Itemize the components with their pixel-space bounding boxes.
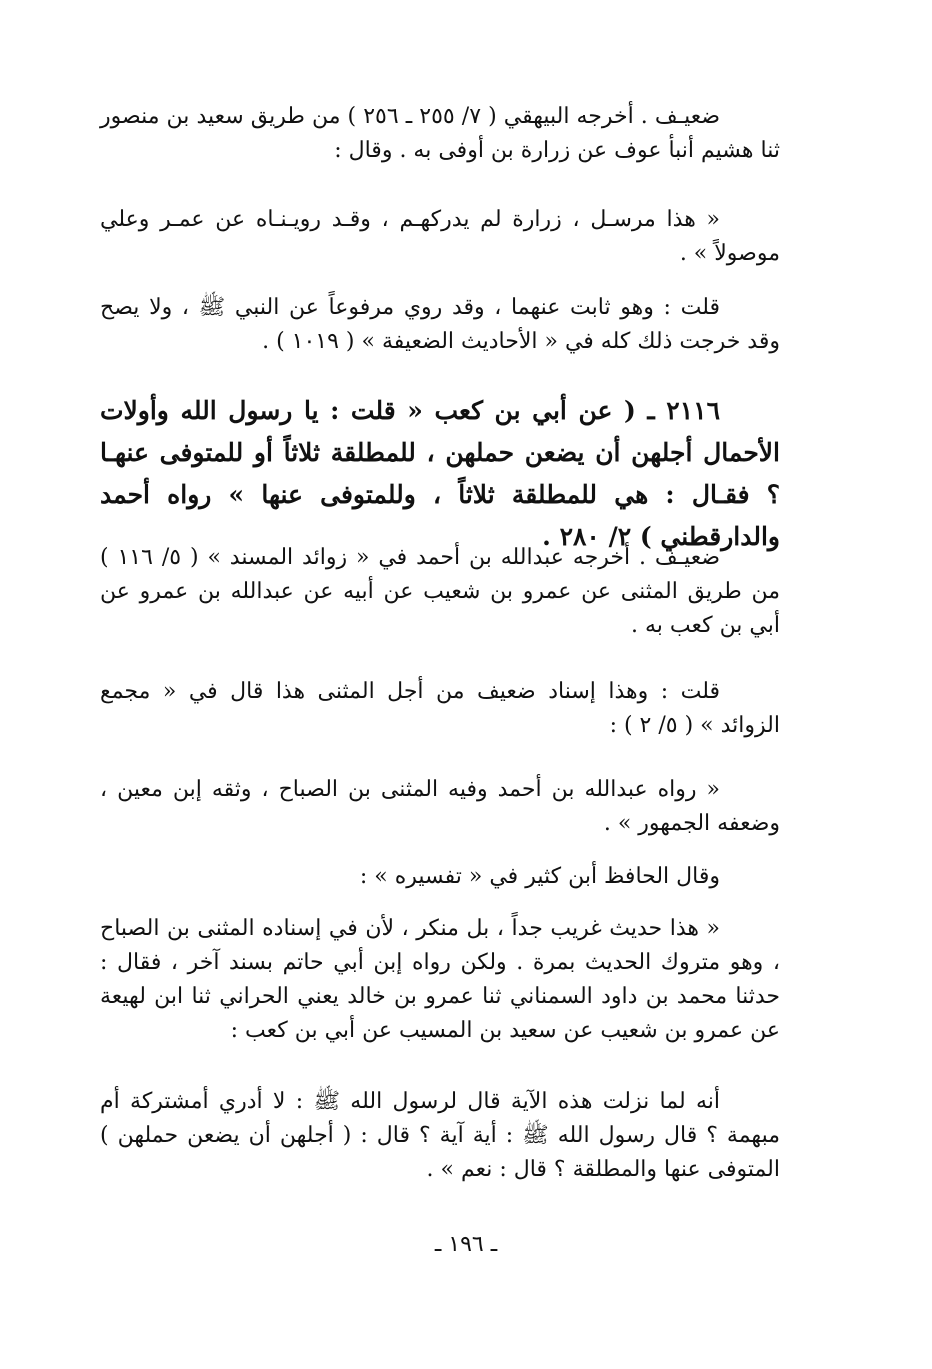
paragraph-bayhaqi-quote: « هذا مرسـل ، زرارة لم يدركهـم ، وقـد رويـنـاه عن عمـر وعلي موصولاً » .	[100, 207, 780, 266]
paragraph-ubayy-narration: أنه لما نزلت هذه الآية قال لرسول الله ﷺ : لا أدري أمشتركة أم مبهمة ؟ قال رسول الله ﷺ : أية آية ؟ قال : ( أجلهن أن يضعن حملهن ) المتوفى عنها والمطلقة ؟ قال : نعم » .	[100, 1089, 780, 1182]
paragraph-qultu-thabit: قلت : وهو ثابت عنهما ، وقد روي مرفوعاً عن النبي ﷺ ، ولا يصح وقد خرجت ذلك كله في « الأحاديث الضعيفة » ( ١٠١٩ ) .	[100, 295, 780, 354]
page-number: ـ ١٩٦ ـ	[434, 1232, 498, 1257]
paragraph-majma-quote: « رواه عبدالله بن أحمد وفيه المثنى بن الصباح ، وثقه إبن معين ، وضعفه الجمهور » .	[100, 777, 780, 836]
paragraph-takhrij-bayhaqi: ضعيـف . أخرجه البيهقي ( ٧/ ٢٥٥ ـ ٢٥٦ ) من طريق سعيد بن منصور ثنا هشيم أنبأ عوف عن زرارة بن أوفى به . وقال :	[100, 104, 780, 163]
paragraph-ibn-kathir-intro: وقال الحافظ أبن كثير في « تفسيره » :	[359, 864, 720, 889]
paragraph-ibn-kathir-quote: « هذا حديث غريب جداً ، بل منكر ، لأن في إسناده المثنى بن الصباح ، وهو متروك الحديث بمرة . ولكن رواه إبن أبي حاتم بسند آخر ، فقال : حدثنا محمد بن داود السمناني ثنا عمرو بن خالد يعني الحراني ثنا ابن لهيعة عن عمرو بن شعيب عن سعيد بن المسيب عن أبي بن كعب :	[100, 916, 780, 1043]
paragraph-takhrij-zawaid: ضعيـف . أخرجه عبدالله بن أحمد في « زوائد المسند » ( ٥/ ١١٦ ) من طريق المثنى عن عمرو بن شعيب عن أبيه عن عبدالله بن عمرو عن أبي بن كعب به .	[100, 545, 780, 638]
paragraph-qultu-isnad: قلت : وهذا إسناد ضعيف من أجل المثنى هذا قال في « مجمع الزوائد » ( ٥/ ٢ ) :	[100, 679, 780, 738]
paragraph-hadith-2116: ٢١١٦ ـ ( عن أبي بن كعب « قلت : يا رسول الله وأولات الأحمال أجلهن أن يضعن حملهن ، للمطلقة ثلاثاً أو للمتوفى عنهـا ؟ فقـال : هي للمطلقة ثلاثاً ، وللمتوفى عنها » رواه أحمد والدارقطني ) ٢/ ٢٨٠ .	[100, 396, 780, 551]
